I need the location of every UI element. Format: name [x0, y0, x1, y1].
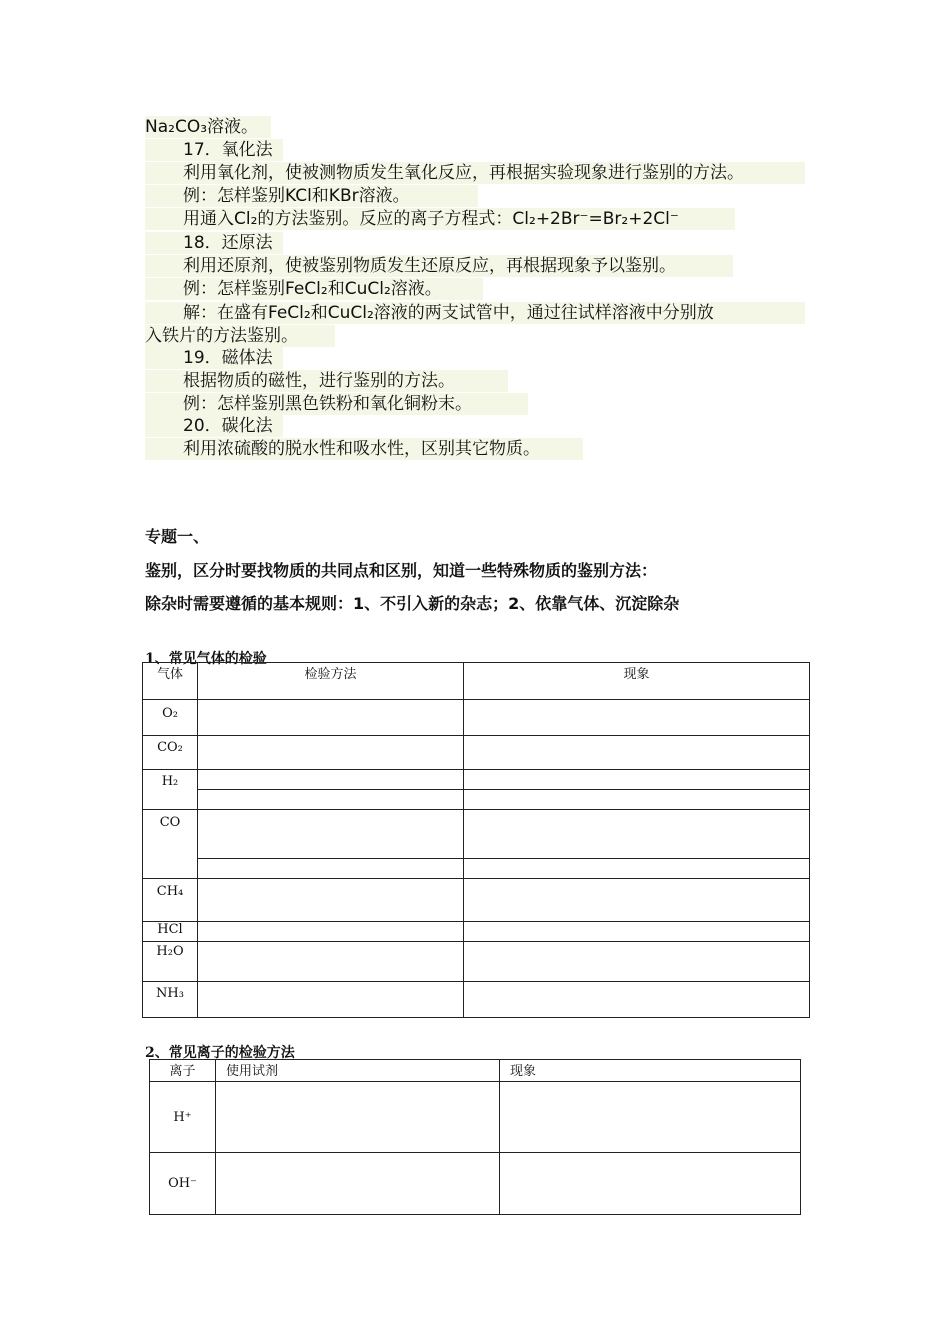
line-7: 例：怎样鉴别FeCl₂和CuCl₂溶液。: [145, 278, 483, 300]
cell-method[interactable]: [198, 879, 464, 922]
cell-method[interactable]: [198, 790, 464, 810]
cell-phenomenon[interactable]: [464, 942, 810, 982]
gas-co: CO: [143, 810, 198, 879]
cell-phenomenon[interactable]: [464, 736, 810, 770]
header-reagent: 使用试剂: [216, 1060, 500, 1082]
header-method: 检验方法: [198, 663, 464, 700]
cell-method[interactable]: [198, 859, 464, 879]
gas-o2: O₂: [143, 700, 198, 736]
cell-method[interactable]: [198, 810, 464, 859]
cell-reagent[interactable]: [216, 1153, 500, 1215]
gas-co2: CO₂: [143, 736, 198, 770]
cell-phenomenon[interactable]: [464, 700, 810, 736]
cell-method[interactable]: [198, 982, 464, 1018]
line-13: 20．碳化法: [145, 415, 283, 437]
cell-phenomenon[interactable]: [464, 982, 810, 1018]
line-0: Na₂CO₃溶液。: [145, 116, 271, 138]
cell-phenomenon[interactable]: [500, 1082, 801, 1153]
cell-method[interactable]: [198, 700, 464, 736]
gas-h2o: H₂O: [143, 942, 198, 982]
header-gas: 气体: [143, 663, 198, 700]
cell-method[interactable]: [198, 770, 464, 790]
cell-reagent[interactable]: [216, 1082, 500, 1153]
line-12: 例：怎样鉴别黑色铁粉和氧化铜粉末。: [145, 393, 528, 415]
cell-phenomenon[interactable]: [464, 770, 810, 790]
line-9: 入铁片的方法鉴别。: [145, 325, 335, 347]
cell-phenomenon[interactable]: [464, 859, 810, 879]
line-14: 利用浓硫酸的脱水性和吸水性，区别其它物质。: [145, 438, 583, 460]
gas-table: [142, 662, 810, 1018]
line-10: 19．磁体法: [145, 347, 283, 369]
topic-line-1: 鉴别，区分时要找物质的共同点和区别，知道一些特殊物质的鉴别方法：: [145, 561, 658, 580]
line-8: 解：在盛有FeCl₂和CuCl₂溶液的两支试管中，通过往试样溶液中分别放: [145, 302, 805, 324]
ion-h: H⁺: [150, 1082, 216, 1153]
gas-nh3: NH₃: [143, 982, 198, 1018]
line-5: 18．还原法: [145, 232, 283, 254]
gas-h2: H₂: [143, 770, 198, 810]
cell-phenomenon[interactable]: [464, 879, 810, 922]
topic-line-2: 除杂时需要遵循的基本规则：1、不引入新的杂志；2、依靠气体、沉淀除杂: [145, 594, 680, 613]
line-1: 17．氧化法: [145, 139, 283, 161]
cell-method[interactable]: [198, 942, 464, 982]
cell-phenomenon[interactable]: [464, 790, 810, 810]
header-phenomenon: 现象: [500, 1060, 801, 1082]
cell-method[interactable]: [198, 736, 464, 770]
ion-table: [149, 1059, 801, 1215]
table1-caption: 1、常见气体的检验: [145, 651, 267, 667]
topic-title: 专题一、: [145, 527, 210, 546]
cell-phenomenon[interactable]: [464, 922, 810, 942]
line-11: 根据物质的磁性，进行鉴别的方法。: [145, 370, 508, 392]
line-4: 用通入Cl₂的方法鉴别。反应的离子方程式：Cl₂+2Br⁻=Br₂+2Cl⁻: [145, 208, 735, 230]
gas-hcl: HCl: [143, 922, 198, 942]
line-3: 例：怎样鉴别KCl和KBr溶液。: [145, 185, 478, 207]
cell-method[interactable]: [198, 922, 464, 942]
header-phenomenon: 现象: [464, 663, 810, 700]
table2-caption: 2、常见离子的检验方法: [145, 1045, 295, 1061]
cell-phenomenon[interactable]: [464, 810, 810, 859]
ion-oh: OH⁻: [150, 1153, 216, 1215]
gas-ch4: CH₄: [143, 879, 198, 922]
header-ion: 离子: [150, 1060, 216, 1082]
cell-phenomenon[interactable]: [500, 1153, 801, 1215]
line-2: 利用氧化剂，使被测物质发生氧化反应，再根据实验现象进行鉴别的方法。: [145, 162, 805, 184]
line-6: 利用还原剂，使被鉴别物质发生还原反应，再根据现象予以鉴别。: [145, 255, 733, 277]
